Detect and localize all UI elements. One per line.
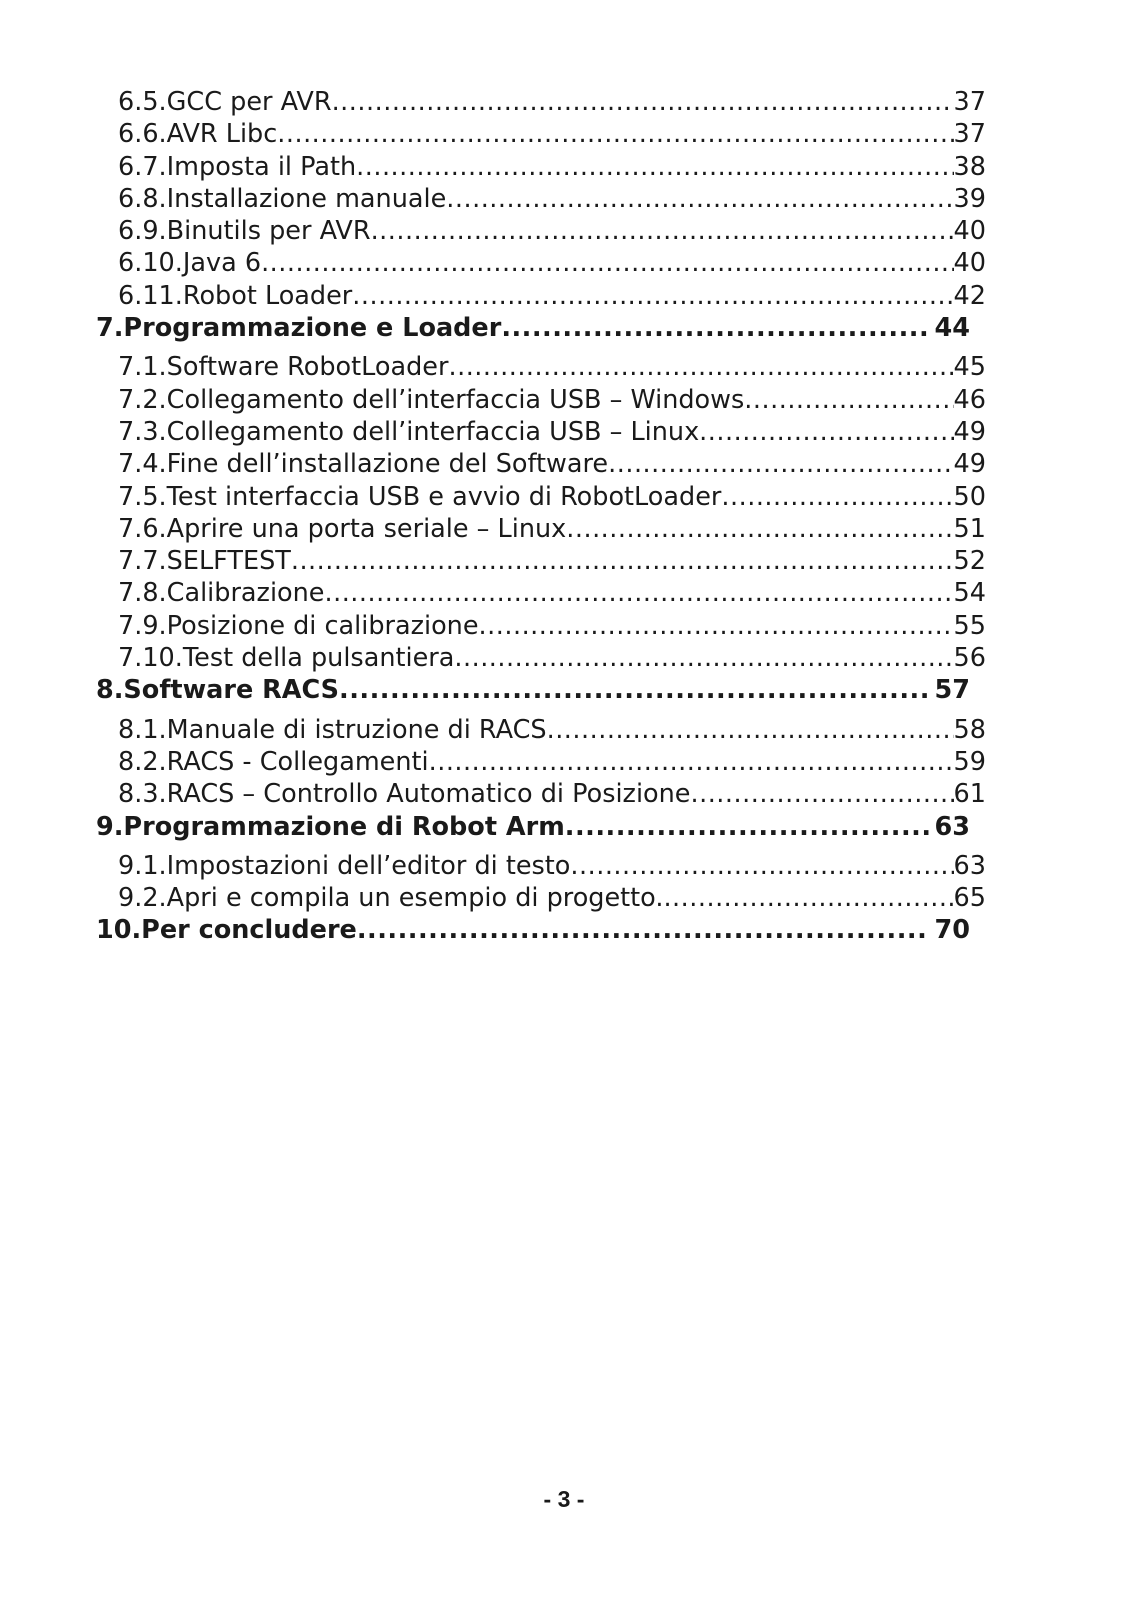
toc-entry-title: 6.10.Java 6: [118, 248, 262, 279]
toc-dot-leader: [479, 610, 954, 642]
toc-entry-title: 8.Software RACS: [96, 675, 340, 706]
toc-entry-page-number: 70: [934, 915, 970, 946]
toc-entry-page-number: 45: [953, 352, 986, 383]
toc-dot-leader: [608, 448, 953, 480]
toc-dot-leader: [356, 151, 953, 183]
toc-section-entry[interactable]: [96, 746, 986, 778]
toc-dot-leader: [291, 545, 954, 577]
toc-entry-title: 7.6.Aprire una porta seriale – Linux: [118, 513, 567, 544]
toc-entry-title: 7.3.Collegamento dell’interfaccia USB – Linux: [118, 416, 700, 447]
toc-entry-page-number: 55: [953, 610, 986, 641]
toc-section-entry[interactable]: [96, 351, 986, 383]
toc-dot-leader: [446, 183, 953, 215]
toc-entry-title: 10.Per concludere: [96, 915, 357, 946]
toc-section-entry[interactable]: [96, 86, 986, 118]
toc-entry-page-number: 59: [953, 746, 986, 777]
toc-entry-title: 8.1.Manuale di istruzione di RACS: [118, 714, 547, 745]
page-number: - 3 -: [543, 1486, 585, 1512]
toc-dot-leader: [324, 577, 953, 609]
toc-entry-page-number: 63: [953, 850, 986, 881]
toc-dot-leader: [721, 481, 953, 513]
toc-entry-page-number: 63: [934, 811, 970, 842]
toc-entry-title: 8.3.RACS – Controllo Automatico di Posizione: [118, 779, 691, 810]
toc-section-entry[interactable]: [96, 778, 986, 810]
toc-entry-page-number: 49: [953, 416, 986, 447]
toc-dot-leader: [261, 247, 953, 279]
toc-dot-leader: [570, 850, 953, 882]
toc-entry-title: 6.6.AVR Libc: [118, 119, 278, 150]
toc-entry-title: 8.2.RACS - Collegamenti: [118, 746, 429, 777]
toc-section-entry[interactable]: [96, 247, 986, 279]
toc-dot-leader: [690, 778, 953, 810]
toc-section-entry[interactable]: [96, 151, 986, 183]
toc-dot-leader: [565, 811, 929, 843]
toc-dot-leader: [501, 312, 928, 344]
toc-section-entry[interactable]: [96, 714, 986, 746]
toc-section-entry[interactable]: [96, 384, 986, 416]
toc-entry-page-number: 54: [953, 578, 986, 609]
toc-dot-leader: [448, 351, 953, 383]
toc-dot-leader: [339, 674, 928, 706]
toc-entry-title: 9.Programmazione di Robot Arm: [96, 811, 565, 842]
toc-entry-title: 7.9.Posizione di calibrazione: [118, 610, 479, 641]
toc-entry-page-number: 44: [934, 313, 970, 344]
toc-section-entry[interactable]: [96, 118, 986, 150]
toc-chapter-entry[interactable]: [96, 674, 986, 706]
toc-entry-title: 9.2.Apri e compila un esempio di progetto.: [118, 883, 664, 914]
toc-entry-title: 7.Programmazione e Loader: [96, 313, 502, 344]
toc-section-entry[interactable]: [96, 280, 986, 312]
table-of-contents: [96, 86, 986, 947]
toc-section-entry[interactable]: [96, 610, 986, 642]
toc-dot-leader: [371, 215, 954, 247]
toc-section-entry[interactable]: [96, 215, 986, 247]
toc-section-entry[interactable]: [96, 850, 986, 882]
toc-section-entry[interactable]: [96, 882, 986, 914]
toc-entry-page-number: 40: [953, 248, 986, 279]
toc-chapter-entry[interactable]: [96, 811, 986, 843]
toc-entry-page-number: 38: [953, 151, 986, 182]
toc-section-entry[interactable]: [96, 448, 986, 480]
toc-section-entry[interactable]: [96, 513, 986, 545]
toc-entry-page-number: 40: [953, 216, 986, 247]
toc-entry-title: 6.5.GCC per AVR: [118, 87, 332, 117]
toc-entry-page-number: 39: [953, 183, 986, 214]
toc-dot-leader: [699, 416, 953, 448]
toc-entry-page-number: 37: [953, 87, 986, 117]
toc-section-entry[interactable]: [96, 577, 986, 609]
toc-chapter-entry[interactable]: [96, 914, 986, 946]
toc-dot-leader: [663, 882, 953, 914]
toc-dot-leader: [566, 513, 953, 545]
toc-entry-page-number: 46: [953, 384, 986, 415]
toc-entry-page-number: 49: [953, 449, 986, 480]
toc-entry-page-number: 50: [953, 481, 986, 512]
toc-dot-leader: [357, 914, 929, 946]
toc-entry-page-number: 42: [953, 280, 986, 311]
toc-dot-leader: [454, 642, 953, 674]
toc-section-entry[interactable]: [96, 481, 986, 513]
toc-entry-title: 7.1.Software RobotLoader: [118, 352, 449, 383]
toc-entry-title: 7.10.Test della pulsantiera: [118, 643, 455, 674]
toc-entry-title: 7.4.Fine dell’installazione del Software: [118, 449, 609, 480]
toc-entry-page-number: 37: [953, 119, 986, 150]
toc-entry-page-number: 52: [953, 546, 986, 577]
toc-entry-title: 6.8.Installazione manuale: [118, 183, 447, 214]
toc-entry-title: 7.2.Collegamento dell’interfaccia USB – Windows: [118, 384, 745, 415]
toc-section-entry[interactable]: [96, 545, 986, 577]
toc-entry-title: 7.8.Calibrazione: [118, 578, 325, 609]
toc-dot-leader: [277, 118, 953, 150]
toc-entry-page-number: 57: [934, 675, 970, 706]
toc-entry-title: 6.9.Binutils per AVR: [118, 216, 371, 247]
toc-dot-leader: [547, 714, 954, 746]
toc-entry-title: 7.7.SELFTEST: [118, 546, 291, 577]
toc-section-entry[interactable]: [96, 183, 986, 215]
toc-section-entry[interactable]: [96, 642, 986, 674]
toc-entry-page-number: 61: [953, 779, 986, 810]
toc-entry-title: 9.1.Impostazioni dell’editor di testo: [118, 850, 571, 881]
toc-entry-title: 7.5.Test interfaccia USB e avvio di RobotLoader: [118, 481, 722, 512]
toc-entry-page-number: 58: [953, 714, 986, 745]
toc-entry-title: 6.11.Robot Loader: [118, 280, 353, 311]
toc-dot-leader: [744, 384, 953, 416]
toc-entry-page-number: 56: [953, 643, 986, 674]
toc-chapter-entry[interactable]: [96, 312, 986, 344]
toc-entry-page-number: 65: [953, 883, 986, 914]
toc-entry-title: 6.7.Imposta il Path: [118, 151, 357, 182]
toc-entry-page-number: 51: [953, 513, 986, 544]
toc-dot-leader: [332, 86, 954, 118]
toc-dot-leader: [429, 746, 954, 778]
toc-dot-leader: [352, 280, 953, 312]
toc-section-entry[interactable]: [96, 416, 986, 448]
